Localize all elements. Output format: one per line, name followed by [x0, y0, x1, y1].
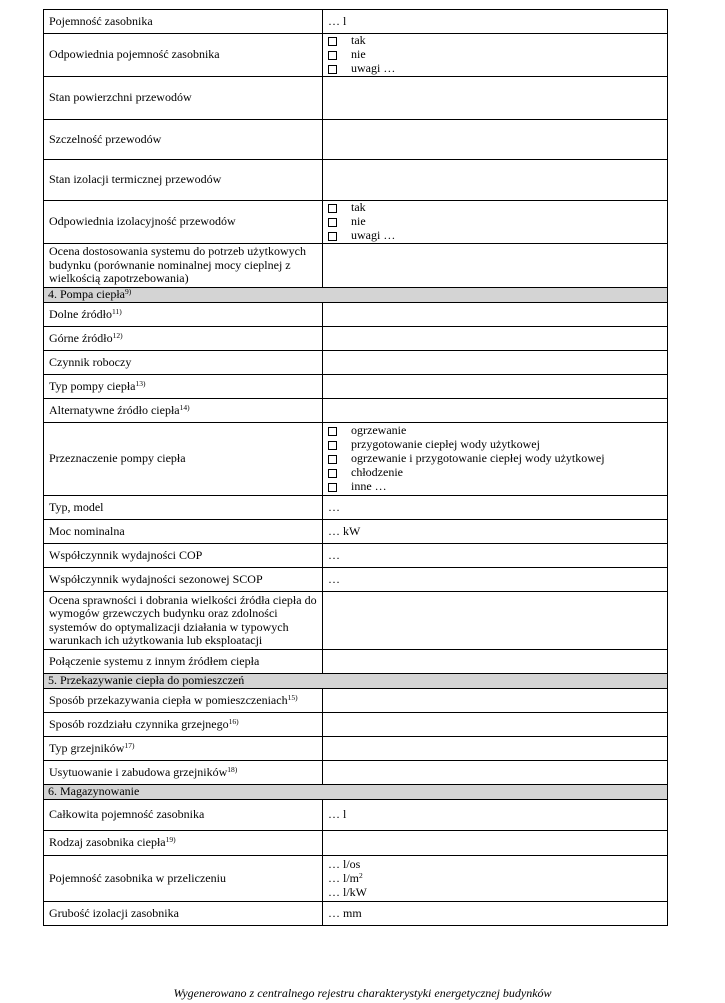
row-label: Alternatywne źródło ciepła$^{14)}$	[44, 399, 323, 423]
table-row	[44, 856, 668, 902]
section-header-heat-transfer	[44, 674, 668, 689]
table-row	[44, 423, 668, 496]
value-per-kw: … l/kW	[328, 884, 367, 899]
row-label: Górne źródło$^{12)}$	[44, 327, 323, 351]
table-row	[44, 737, 668, 761]
table-row	[44, 303, 668, 327]
checkbox-icon[interactable]	[328, 232, 337, 241]
option-label: przygotowanie ciepłej wody użytkowej	[351, 437, 540, 452]
row-label: Odpowiednia pojemność zasobnika	[44, 34, 323, 77]
section-title: 5. Przekazywanie ciepła do pomieszczeń	[44, 674, 668, 689]
row-value[interactable]	[323, 327, 668, 351]
row-label: Sposób rozdziału czynnika grzejnego$^{16)}$	[44, 713, 323, 737]
option-label: nie	[351, 47, 366, 62]
row-label: Typ grzejników$^{17)}$	[44, 737, 323, 761]
table-row	[44, 592, 668, 650]
option-hot-water[interactable]	[328, 438, 662, 452]
table-row	[44, 327, 668, 351]
row-label: Ocena sprawności i dobrania wielkości źródła ciepła do wymogów grzewczych budynku oraz zdolności systemów do optymalizacji działania w typowych warunkach ich użytkowania lub eksploatacji	[44, 592, 323, 650]
table-row	[44, 34, 668, 77]
row-label: Szczelność przewodów	[44, 120, 323, 160]
table-row	[44, 761, 668, 785]
row-value[interactable]	[323, 351, 668, 375]
row-value[interactable]: …	[323, 568, 668, 592]
section-header-storage	[44, 785, 668, 800]
row-label: Stan izolacji termicznej przewodów	[44, 160, 323, 201]
checkbox-icon[interactable]	[328, 37, 337, 46]
row-value[interactable]: …	[323, 496, 668, 520]
option-label: chłodzenie	[351, 465, 403, 480]
option-heating[interactable]	[328, 424, 662, 438]
table-row	[44, 77, 668, 120]
row-label: Grubość izolacji zasobnika	[44, 902, 323, 926]
row-label: Czynnik roboczy	[44, 351, 323, 375]
row-label: Typ, model	[44, 496, 323, 520]
row-value[interactable]	[323, 303, 668, 327]
option-nie[interactable]	[328, 48, 662, 62]
row-value[interactable]	[323, 592, 668, 650]
row-value[interactable]	[323, 831, 668, 856]
row-label: Pojemność zasobnika w przeliczeniu	[44, 856, 323, 902]
table-row	[44, 650, 668, 674]
checkbox-group	[323, 34, 668, 77]
row-value[interactable]: … l	[323, 10, 668, 34]
checkbox-icon[interactable]	[328, 469, 337, 478]
option-label: ogrzewanie	[351, 423, 407, 438]
option-other[interactable]	[328, 480, 662, 494]
row-value[interactable]	[323, 737, 668, 761]
assessment-form-table	[43, 9, 668, 926]
option-label: uwagi …	[351, 228, 396, 243]
option-cooling[interactable]	[328, 466, 662, 480]
option-nie[interactable]	[328, 215, 662, 229]
row-value[interactable]: …	[323, 544, 668, 568]
table-row	[44, 568, 668, 592]
option-label: ogrzewanie i przygotowanie ciepłej wody użytkowej	[351, 451, 605, 466]
table-row	[44, 902, 668, 926]
option-tak[interactable]	[328, 34, 662, 48]
checkbox-icon[interactable]	[328, 483, 337, 492]
table-row	[44, 831, 668, 856]
row-value[interactable]	[323, 77, 668, 120]
table-row	[44, 120, 668, 160]
row-label: Całkowita pojemność zasobnika	[44, 800, 323, 831]
row-label: Współczynnik wydajności COP	[44, 544, 323, 568]
row-label: Pojemność zasobnika	[44, 10, 323, 34]
row-label: Połączenie systemu z innym źródłem ciepła	[44, 650, 323, 674]
value-per-area: … $l/m^2$	[328, 870, 363, 885]
option-label: inne …	[351, 479, 387, 494]
row-value[interactable]: … l	[323, 800, 668, 831]
option-tak[interactable]	[328, 201, 662, 215]
row-label: Dolne źródło$^{11)}$	[44, 303, 323, 327]
checkbox-icon[interactable]	[328, 218, 337, 227]
row-label: Usytuowanie i zabudowa grzejników$^{18)}$	[44, 761, 323, 785]
section-title: 4. Pompa ciepła$^{9)}$	[44, 288, 668, 303]
row-value[interactable]	[323, 375, 668, 399]
option-uwagi[interactable]	[328, 229, 662, 243]
row-label: Przeznaczenie pompy ciepła	[44, 423, 323, 496]
row-value[interactable]	[323, 761, 668, 785]
row-value[interactable]	[323, 160, 668, 201]
checkbox-group	[323, 201, 668, 244]
row-value[interactable]	[323, 399, 668, 423]
section-header-heat-pump	[44, 288, 668, 303]
option-heating-and-hot-water[interactable]	[328, 452, 662, 466]
option-label: uwagi …	[351, 61, 396, 76]
table-row	[44, 160, 668, 201]
row-value[interactable]	[323, 650, 668, 674]
checkbox-icon[interactable]	[328, 51, 337, 60]
table-row	[44, 800, 668, 831]
row-value[interactable]	[323, 689, 668, 713]
table-row	[44, 520, 668, 544]
checkbox-icon[interactable]	[328, 441, 337, 450]
table-row	[44, 544, 668, 568]
row-value[interactable]: … kW	[323, 520, 668, 544]
checkbox-icon[interactable]	[328, 427, 337, 436]
row-value[interactable]	[323, 713, 668, 737]
row-label: Rodzaj zasobnika ciepła$^{19)}$	[44, 831, 323, 856]
table-row	[44, 201, 668, 244]
row-label: Ocena dostosowania systemu do potrzeb użytkowych budynku (porównanie nominalnej mocy cieplnej z wielkością zapotrzebowania)	[44, 244, 323, 288]
row-label: Typ pompy ciepła$^{13)}$	[44, 375, 323, 399]
table-row	[44, 10, 668, 34]
option-uwagi[interactable]	[328, 62, 662, 76]
row-value-list[interactable]	[323, 856, 668, 902]
table-row	[44, 244, 668, 288]
value-per-person: … l/os	[328, 856, 361, 871]
row-label: Moc nominalna	[44, 520, 323, 544]
table-row	[44, 399, 668, 423]
checkbox-group	[323, 423, 668, 496]
page-footer: Wygenerowano z centralnego rejestru charakterystyki energetycznej budynków	[173, 986, 552, 1000]
checkbox-icon[interactable]	[328, 204, 337, 213]
table-row	[44, 689, 668, 713]
row-value[interactable]	[323, 120, 668, 160]
checkbox-icon[interactable]	[328, 455, 337, 464]
table-row	[44, 375, 668, 399]
section-title: 6. Magazynowanie	[44, 785, 668, 800]
table-row	[44, 351, 668, 375]
row-label: Odpowiednia izolacyjność przewodów	[44, 201, 323, 244]
table-row	[44, 713, 668, 737]
row-label: Sposób przekazywania ciepła w pomieszczeniach$^{15)}$	[44, 689, 323, 713]
table-row	[44, 496, 668, 520]
row-value[interactable]	[323, 244, 668, 288]
option-label: tak	[351, 33, 366, 48]
option-label: tak	[351, 200, 366, 215]
row-value[interactable]: … mm	[323, 902, 668, 926]
option-label: nie	[351, 214, 366, 229]
row-label: Współczynnik wydajności sezonowej SCOP	[44, 568, 323, 592]
checkbox-icon[interactable]	[328, 65, 337, 74]
row-label: Stan powierzchni przewodów	[44, 77, 323, 120]
